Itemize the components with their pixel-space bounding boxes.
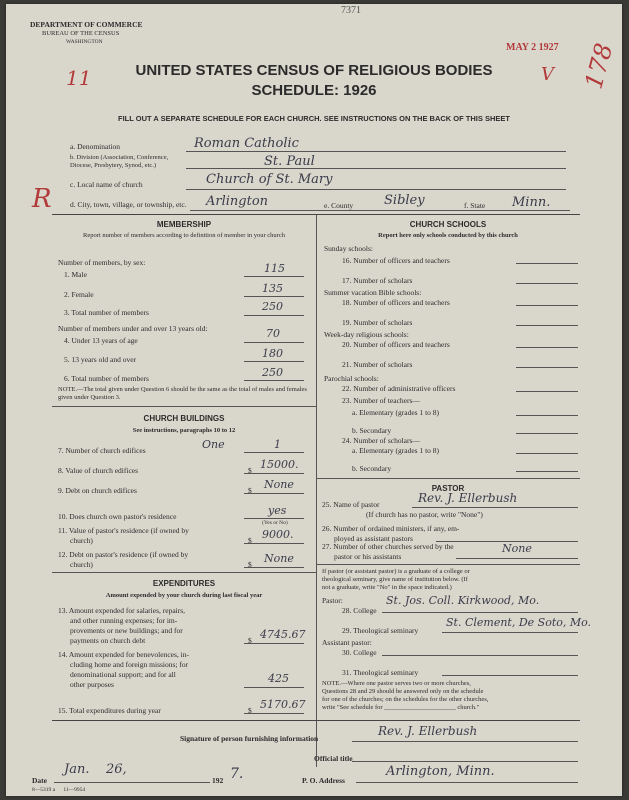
q9-dollar: $ bbox=[248, 486, 252, 495]
q28-value: St. Jos. Coll. Kirkwood, Mo. bbox=[386, 594, 540, 607]
red-r-mark: R bbox=[32, 184, 52, 214]
dept-label: DEPARTMENT OF COMMERCE bbox=[30, 20, 143, 29]
q11-value: 9000. bbox=[262, 528, 294, 541]
state-value: Minn. bbox=[512, 195, 551, 210]
q11-label-b: church) bbox=[70, 536, 93, 545]
q2-value: 135 bbox=[262, 282, 283, 295]
city-label: WASHINGTON bbox=[66, 39, 103, 45]
q14-line-3: denominational support; and for all bbox=[70, 670, 176, 679]
q27-label-b: pastor or his assistants bbox=[334, 552, 402, 561]
q13-line-2: and other running expenses; for im- bbox=[70, 616, 178, 625]
q13-line-3: provements or new buildings; and for bbox=[70, 626, 183, 635]
q23b-label: b. Secondary bbox=[352, 426, 392, 435]
assistant-sub-label: Assistant pastor: bbox=[322, 638, 372, 647]
membership-intro: Report number of members according to definition of member in your church bbox=[83, 232, 285, 239]
q28-label: 28. College bbox=[342, 606, 377, 615]
year-value: 7. bbox=[230, 766, 244, 782]
schools-intro: Report here only schools conducted by this church bbox=[378, 232, 518, 239]
county-value: Sibley bbox=[384, 193, 425, 208]
local-name-label: c. Local name of church bbox=[70, 180, 143, 189]
q12-value: None bbox=[264, 552, 294, 565]
buildings-heading: CHURCH BUILDINGS bbox=[143, 414, 225, 423]
pastor-heading: PASTOR bbox=[431, 484, 465, 493]
grad-note-2: theological seminary, give name of institution below. (If bbox=[322, 576, 468, 583]
signature-value: Rev. J. Ellerbush bbox=[378, 724, 478, 738]
pastor-note-2: Questions 28 and 29 should be answered only on the schedule bbox=[322, 688, 484, 695]
age-intro: Number of members under and over 13 years old: bbox=[58, 324, 208, 333]
state-label: f. State bbox=[464, 201, 486, 210]
q12-dollar: $ bbox=[248, 560, 252, 569]
q5-label: 5. 13 years old and over bbox=[64, 355, 137, 364]
q26-label-b: ployed as assistant pastors bbox=[334, 534, 413, 543]
page-subtitle: SCHEDULE: 1926 bbox=[251, 82, 377, 99]
q9-value: None bbox=[264, 478, 294, 491]
q5-value: 180 bbox=[262, 347, 283, 360]
denomination-label: a. Denomination bbox=[70, 142, 120, 151]
page-title: UNITED STATES CENSUS OF RELIGIOUS BODIES bbox=[135, 62, 493, 79]
q19-label: 19. Number of scholars bbox=[342, 318, 413, 327]
q25-label: 25. Name of pastor bbox=[322, 500, 380, 509]
form-number: 8—5319 a 11—9954 bbox=[32, 787, 86, 793]
red-number-right: 178 bbox=[579, 40, 619, 92]
q9-label: 9. Debt on church edifices bbox=[58, 486, 137, 495]
q22-label: 22. Number of administrative officers bbox=[342, 384, 456, 393]
pastor-note-3: for one of the churches; on the schedules for the other churches, bbox=[322, 696, 489, 703]
pastor-sub-label: Pastor: bbox=[322, 596, 343, 605]
q14-line-1: 14. Amount expended for benevolences, in- bbox=[58, 650, 190, 659]
po-address-label: P. O. Address bbox=[302, 776, 345, 785]
q13-line-1: 13. Amount expended for salaries, repairs, bbox=[58, 606, 186, 615]
q24-label: 24. Number of scholars— bbox=[342, 436, 420, 445]
sunday-label: Sunday schools: bbox=[324, 244, 373, 253]
instruction-line: FILL OUT A SEPARATE SCHEDULE FOR EACH CHURCH. SEE INSTRUCTIONS ON THE BACK OF THIS SHEET bbox=[118, 114, 510, 123]
county-label: e. County bbox=[324, 201, 354, 210]
signature-label: Signature of person furnishing information bbox=[180, 734, 319, 743]
q16-label: 16. Number of officers and teachers bbox=[342, 256, 450, 265]
q15-label: 15. Total expenditures during year bbox=[58, 706, 161, 715]
q13-line-4: payments on church debt bbox=[70, 636, 146, 645]
bureau-label: BUREAU OF THE CENSUS bbox=[42, 30, 120, 37]
q6-label: 6. Total number of members bbox=[64, 374, 149, 383]
census-schedule-sheet bbox=[6, 4, 622, 796]
city-label-d: d. City, town, village, or township, etc. bbox=[70, 200, 187, 209]
q31-label: 31. Theological seminary bbox=[342, 668, 419, 677]
q25-value: Rev. J. Ellerbush bbox=[418, 491, 518, 505]
red-number-left: 11 bbox=[66, 66, 92, 90]
red-check: V bbox=[541, 64, 554, 85]
pastor-note-1: NOTE.—Where one pastor serves two or more churches, bbox=[322, 680, 471, 687]
q18-label: 18. Number of officers and teachers bbox=[342, 298, 450, 307]
q7-word: One bbox=[202, 438, 225, 451]
q29-label: 29. Theological seminary bbox=[342, 626, 419, 635]
date-stamp: MAY 2 1927 bbox=[506, 42, 559, 53]
q3-value: 250 bbox=[262, 300, 283, 313]
q14-line-4: other purposes bbox=[70, 680, 114, 689]
q17-label: 17. Number of scholars bbox=[342, 276, 413, 285]
q24a-label: a. Elementary (grades 1 to 8) bbox=[352, 446, 440, 455]
stamp-number: 7371 bbox=[341, 5, 361, 16]
city-value: Arlington bbox=[206, 194, 269, 209]
q8-dollar: $ bbox=[248, 466, 252, 475]
q2-label: 2. Female bbox=[64, 290, 94, 299]
q21-label: 21. Number of scholars bbox=[342, 360, 413, 369]
q1-value: 115 bbox=[264, 262, 285, 275]
local-name-value: Church of St. Mary bbox=[206, 172, 333, 187]
expenditures-heading: EXPENDITURES bbox=[152, 579, 216, 588]
by-sex-label: Number of members, by sex: bbox=[58, 258, 146, 267]
q14-value: 425 bbox=[268, 672, 289, 685]
q8-label: 8. Value of church edifices bbox=[58, 466, 139, 475]
q13-value: 4745.67 bbox=[260, 628, 306, 641]
q15-value: 5170.67 bbox=[260, 698, 306, 711]
q4-value: 70 bbox=[266, 327, 280, 340]
q25-note: (If church has no pastor, write "None") bbox=[366, 510, 483, 519]
q15-dollar: $ bbox=[248, 706, 252, 715]
date-value: Jan. 26, bbox=[64, 762, 127, 777]
q7-label: 7. Number of church edifices bbox=[58, 446, 146, 455]
membership-heading: MEMBERSHIP bbox=[156, 220, 212, 229]
q11-dollar: $ bbox=[248, 536, 252, 545]
buildings-sub: See instructions, paragraphs 10 to 12 bbox=[132, 427, 236, 434]
expenditures-intro: Amount expended by your church during last fiscal year bbox=[105, 592, 263, 599]
q27-label-a: 27. Number of other churches served by the bbox=[322, 542, 454, 551]
year-prefix: 192 bbox=[212, 776, 224, 785]
q12-label-a: 12. Debt on pastor's residence (if owned by bbox=[58, 550, 189, 559]
pastor-note-4: write "See schedule for ______________________ church." bbox=[322, 704, 480, 711]
q4-label: 4. Under 13 years of age bbox=[64, 336, 138, 345]
q24b-label: b. Secondary bbox=[352, 464, 392, 473]
q11-label-a: 11. Value of pastor's residence (if owned by bbox=[58, 526, 189, 535]
division-value: St. Paul bbox=[264, 154, 315, 169]
po-address-value: Arlington, Minn. bbox=[386, 764, 495, 779]
summer-label: Summer vacation Bible schools: bbox=[324, 288, 422, 297]
q20-label: 20. Number of officers and teachers bbox=[342, 340, 450, 349]
schools-heading: CHURCH SCHOOLS bbox=[409, 220, 487, 229]
division-label: b. Division (Association, Conference, Diocese, Presbytery, Synod, etc.) bbox=[70, 154, 169, 169]
q8-value: 15000. bbox=[260, 458, 299, 471]
weekday-label: Week-day religious schools: bbox=[324, 330, 409, 339]
date-label: Date bbox=[32, 776, 47, 785]
grad-note-3: not a graduate, write "No" in the space indicated.) bbox=[322, 584, 452, 591]
q26-label-a: 26. Number of ordained ministers, if any, em- bbox=[322, 524, 460, 533]
q10-label: 10. Does church own pastor's residence bbox=[58, 512, 177, 521]
membership-note: NOTE.—The total given under Question 6 should be the same as the total of males and females given under Question 3. bbox=[58, 386, 307, 401]
q1-label: 1. Male bbox=[64, 270, 87, 279]
q30-label: 30. College bbox=[342, 648, 377, 657]
q6-value: 250 bbox=[262, 366, 283, 379]
q7-value: 1 bbox=[274, 438, 281, 451]
q10-value: yes bbox=[268, 504, 287, 517]
q10-hint: (Yes or No) bbox=[262, 520, 288, 526]
q3-label: 3. Total number of members bbox=[64, 308, 149, 317]
grad-note-1: If pastor (or assistant pastor) is a graduate of a college or bbox=[322, 568, 470, 575]
q27-value: None bbox=[502, 542, 532, 555]
q23-label: 23. Number of teachers— bbox=[342, 396, 420, 405]
q14-line-2: cluding home and foreign missions; for bbox=[70, 660, 189, 669]
parochial-label: Parochial schools: bbox=[324, 374, 379, 383]
q12-label-b: church) bbox=[70, 560, 93, 569]
q23a-label: a. Elementary (grades 1 to 8) bbox=[352, 408, 440, 417]
denomination-value: Roman Catholic bbox=[194, 136, 299, 151]
q13-dollar: $ bbox=[248, 636, 252, 645]
q29-value: St. Clement, De Soto, Mo. bbox=[446, 616, 592, 629]
official-title-label: Official title bbox=[314, 754, 353, 763]
